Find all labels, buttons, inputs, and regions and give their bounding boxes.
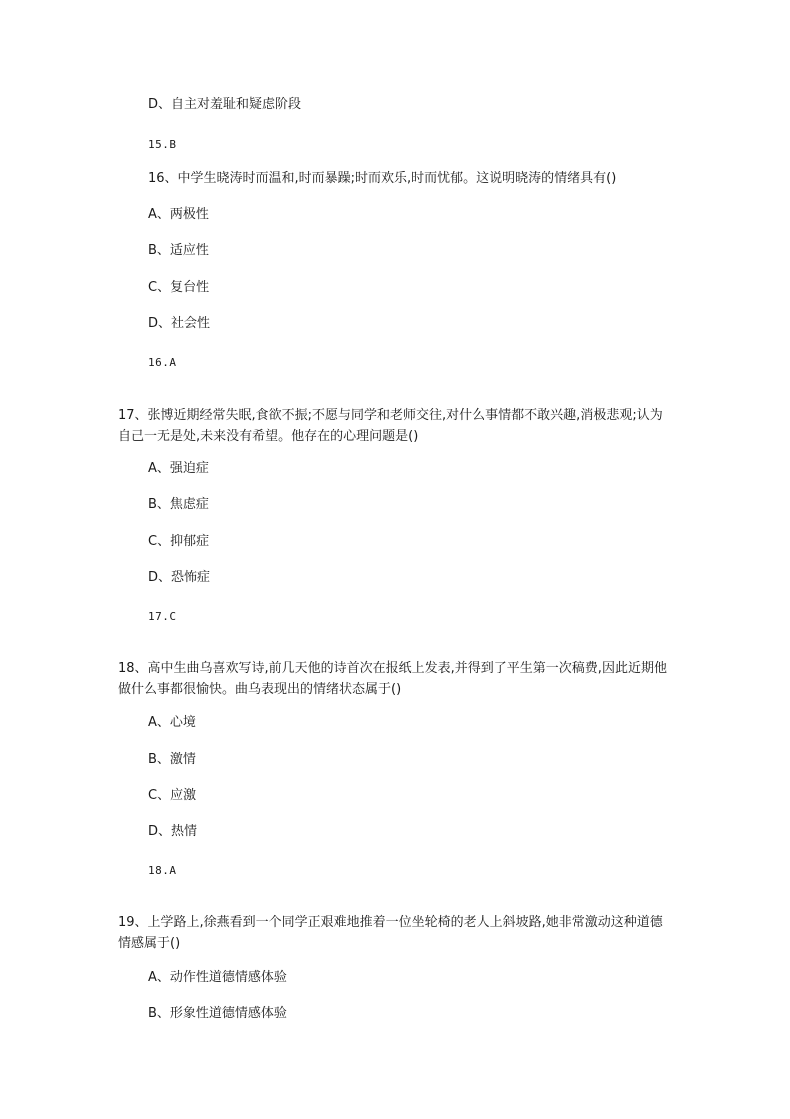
option-17-c: C、抑郁症 [148, 534, 210, 549]
option-17-b: B、焦虑症 [148, 497, 209, 512]
option-18-b: B、激情 [148, 752, 196, 767]
option-17-d: D、恐怖症 [148, 570, 211, 585]
question-18: 18、高中生曲乌喜欢写诗,前几天他的诗首次在报纸上发表,并得到了平生第一次稿费,因此近期他做什么事都很愉快。曲乌表现出的情绪状态属于() [118, 661, 667, 697]
option-15-d: D、自主对羞耻和疑虑阶段 [148, 97, 302, 112]
option-16-c: C、复台性 [148, 280, 210, 295]
answer-16: 16.A [148, 356, 177, 369]
question-19: 19、上学路上,徐燕看到一个同学正艰难地推着一位坐轮椅的老人上斜坡路,她非常激动这种道德情感属于() [118, 915, 663, 951]
option-18-c: C、应激 [148, 788, 197, 803]
option-17-a: A、强迫症 [148, 461, 209, 476]
answer-18: 18.A [148, 864, 177, 877]
question-16: 16、中学生晓涛时而温和,时而暴躁;时而欢乐,时而忧郁。这说明晓涛的情绪具有() [148, 171, 617, 186]
option-18-a: A、心境 [148, 715, 196, 730]
option-18-d: D、热情 [148, 824, 198, 839]
option-16-d: D、社会性 [148, 316, 211, 331]
question-17: 17、张博近期经常失眠,食欲不振;不愿与同学和老师交往,对什么事情都不敢兴趣,消极悲观;认为自己一无是处,未来没有希望。他存在的心理问题是() [118, 408, 663, 444]
answer-15: 15.B [148, 138, 177, 151]
option-19-b: B、形象性道德情感体验 [148, 1006, 287, 1021]
option-16-b: B、适应性 [148, 243, 209, 258]
option-19-a: A、动作性道德情感体验 [148, 970, 287, 985]
answer-17: 17.C [148, 610, 177, 623]
option-16-a: A、两极性 [148, 207, 209, 222]
